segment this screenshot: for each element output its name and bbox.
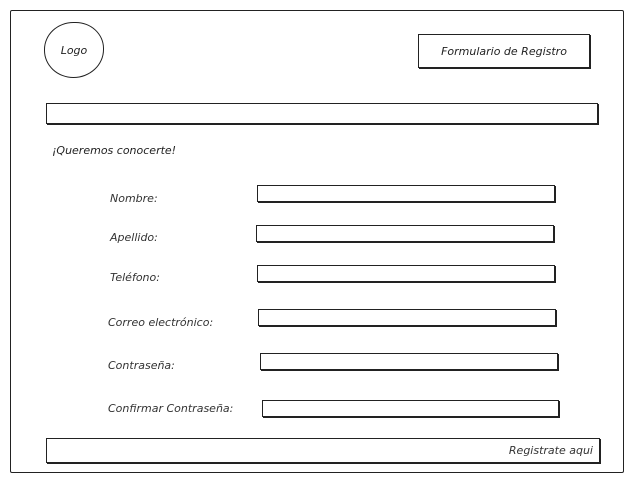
nombre-label: Nombre: (110, 192, 158, 205)
apellido-input[interactable] (256, 225, 554, 242)
intro-text: ¡Queremos conocerte! (52, 144, 177, 157)
telefono-input[interactable] (257, 265, 555, 282)
register-link[interactable]: Registrate aqui (508, 444, 593, 457)
confirmar-contrasena-input[interactable] (262, 400, 559, 417)
contrasena-input[interactable] (260, 353, 558, 370)
nombre-input[interactable] (257, 185, 555, 202)
correo-input[interactable] (258, 309, 556, 326)
confirmar-contrasena-label: Confirmar Contraseña: (108, 402, 234, 415)
logo-text: Logo (60, 43, 88, 57)
telefono-label: Teléfono: (110, 271, 160, 284)
header-title-box (418, 34, 590, 68)
logo (44, 22, 104, 78)
apellido-label: Apellido: (110, 231, 158, 244)
contrasena-label: Contraseña: (108, 359, 175, 372)
page-title: Formulario de Registro (441, 44, 567, 58)
navigation-bar (46, 103, 598, 124)
correo-label: Correo electrónico: (108, 316, 214, 329)
